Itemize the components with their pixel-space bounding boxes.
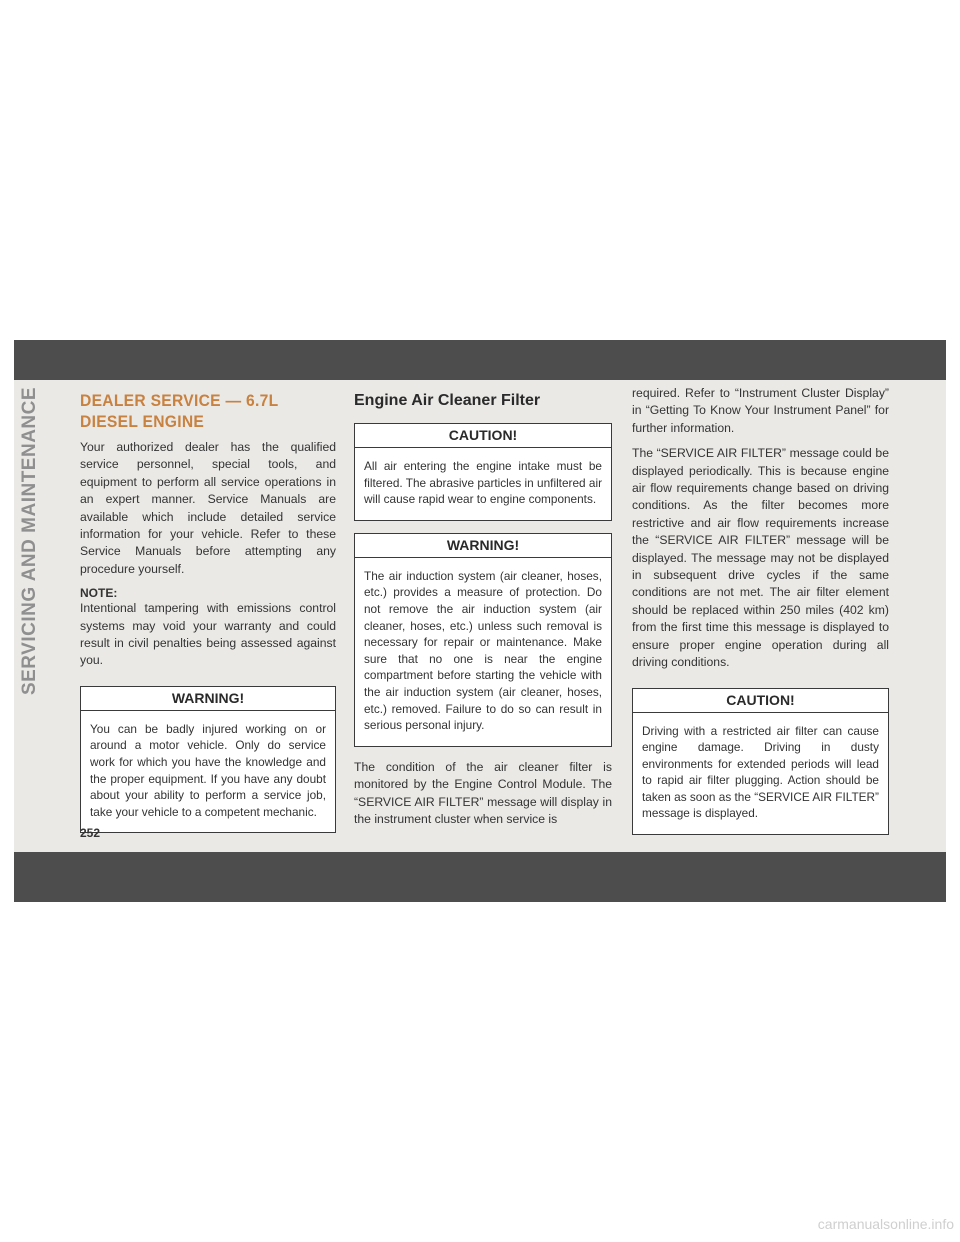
caution-title: CAUTION! [633,689,888,713]
intro-paragraph: Your authorized dealer has the qualified service personnel, special tools, and equipment to perform all service operations in an expert manner. Service Manuals are available which include detailed service information for your vehicle. Refer to these Service Manuals before attempting any procedure yourself. [80,440,336,576]
note-text: Intentional tampering with emissions control systems may void your warranty and could result in civil penalties being assessed against you. [80,601,336,668]
service-message-paragraph: The “SERVICE AIR FILTER” message could be displayed periodically. This is because engine air flow requirements change based on driving conditions. As the filter becomes more restrictive and air flow requirements increase the “SERVICE AIR FILTER” message will be displayed. The message may not be displayed in subsequent drive cycles if the same conditions are not met. The air filter element should be replaced within 250 miles (402 km) from the first time this message is displayed to ensure proper engine operation during all driving conditions. [632,446,889,670]
continued-paragraph: required. Refer to “Instrument Cluster Display” in “Getting To Know Your Instrument Panel” for further information. [632,386,889,435]
column-middle [354,385,612,828]
warning-title: WARNING! [81,687,335,711]
warning-text: The air induction system (air cleaner, hoses, etc.) provides a measure of protection. Do not remove the air induction system (air cleaner, hoses, etc.) unless such removal is necessary for repair or maintenance. Make sure that no one is near the engine compartment before starting the vehicle with the air induction system (air cleaner, hoses, etc.) removed. Failure to do so can result in serious personal injury. [364,568,602,733]
header-band [14,340,946,380]
watermark-footer: carmanualsonline.info [817,1216,954,1232]
footer-band [14,852,946,902]
warning-box [80,686,336,834]
warning-text: You can be badly injured working on or around a motor vehicle. Only do service work for which you have the knowledge and the proper equipment. If you have any doubt about your ability to perform a service job, take your vehicle to a competent mechanic. [90,721,326,819]
page-number: 252 [80,826,101,840]
caution-box [354,423,612,521]
caution-body [633,713,888,835]
filter-monitoring-paragraph: The condition of the air cleaner filter is monitored by the Engine Control Module. The “SERVICE AIR FILTER” message will display in the instrument cluster when service is [354,759,612,826]
warning-body [81,711,335,833]
caution-body [355,448,611,520]
caution-title: CAUTION! [355,424,611,448]
caution-text: Driving with a restricted air filter can cause engine damage. Driving in dusty environments for extended periods will lead to rapid air filter plugging. Action should be taken as soon as the “SERVICE AIR FILTER” message is displayed. [642,723,879,821]
warning-body [355,558,611,746]
section-side-tab [14,380,46,702]
section-heading: DEALER SERVICE — 6.7L DIESEL ENGINE [80,391,279,431]
column-left [80,385,336,845]
section-title-vertical: SERVICING AND MAINTENANCE [19,386,40,696]
column-right [632,385,889,847]
warning-title: WARNING! [355,534,611,558]
caution-text: All air entering the engine intake must be filtered. The abrasive particles in unfiltered air will cause rapid wear to engine components. [364,459,602,507]
warning-box [354,533,612,747]
caution-box [632,688,889,836]
note-label: NOTE: [80,586,118,601]
subsection-heading: Engine Air Cleaner Filter [354,392,541,409]
